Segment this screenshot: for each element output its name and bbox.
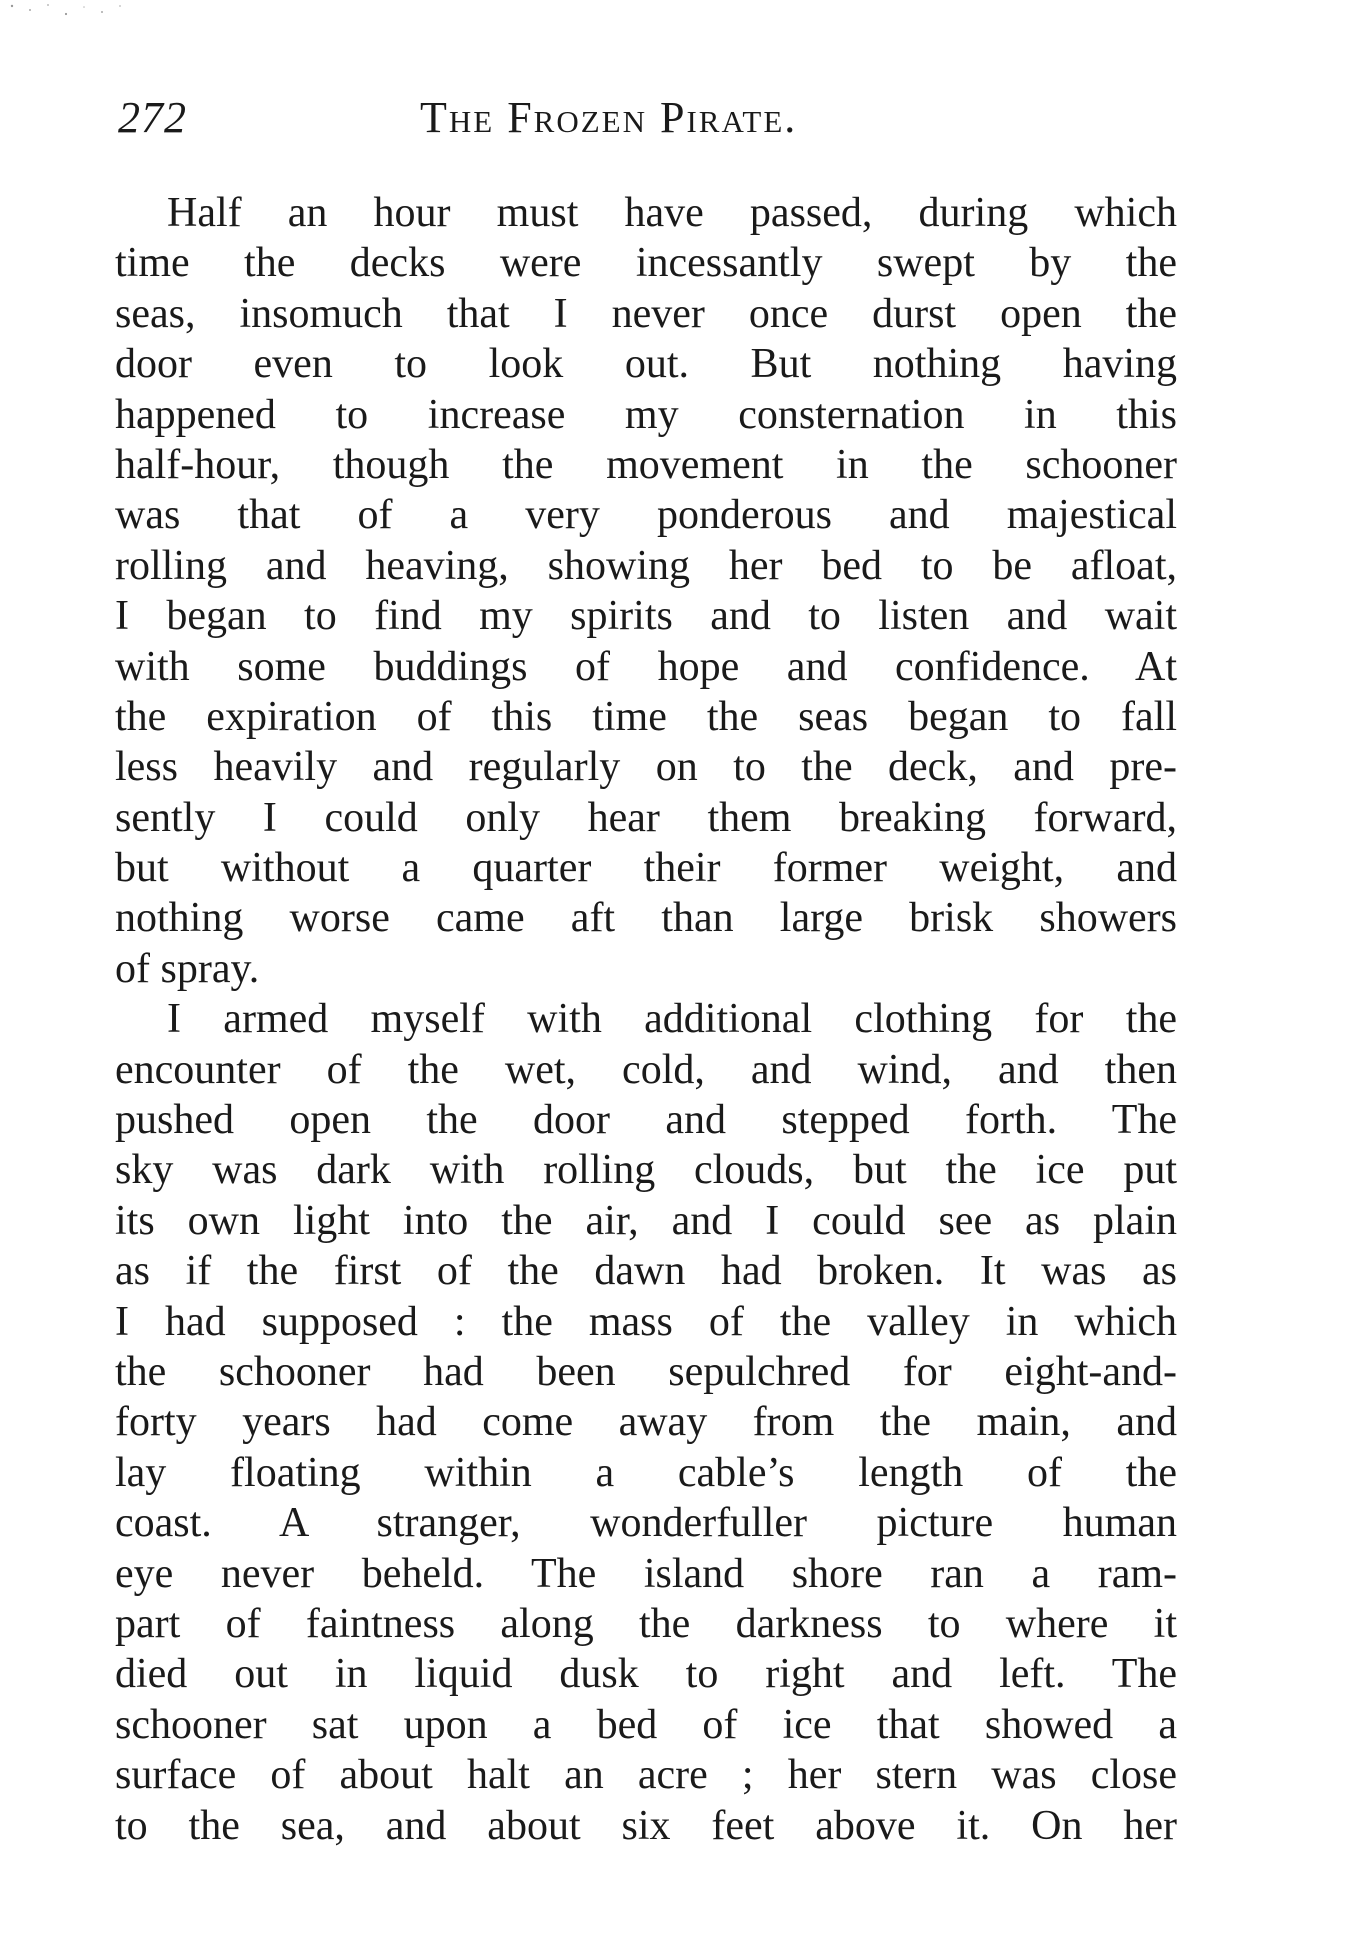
text-line: the expiration of this time the seas began to fall <box>115 693 1177 740</box>
text-line: forty years had come away from the main, and <box>115 1399 1177 1446</box>
text-line: the schooner had been sepulchred for eight-and- <box>115 1348 1177 1395</box>
text-line: to the sea, and about six feet above it. On her <box>115 1802 1177 1849</box>
text-line: half-hour, though the movement in the schooner <box>115 441 1177 488</box>
page-number: 272 <box>118 93 187 142</box>
text-line: seas, insomuch that I never once durst open the <box>115 290 1177 337</box>
running-header <box>118 92 1178 152</box>
text-line: died out in liquid dusk to right and left. The <box>115 1651 1177 1698</box>
text-line: time the decks were incessantly swept by the <box>115 240 1177 287</box>
text-line: coast. A stranger, wonderfuller picture human <box>115 1500 1177 1547</box>
text-line: pushed open the door and stepped forth. The <box>115 1097 1177 1144</box>
text-line: eye never beheld. The island shore ran a ram- <box>115 1550 1177 1597</box>
text-line: as if the first of the dawn had broken. It was as <box>115 1248 1177 1295</box>
body-text <box>115 188 1177 1851</box>
text-line: door even to look out. But nothing having <box>115 341 1177 388</box>
text-line: schooner sat upon a bed of ice that showed a <box>115 1701 1177 1748</box>
text-line: I began to find my spirits and to listen and wait <box>115 593 1177 640</box>
text-line: happened to increase my consternation in this <box>115 391 1177 438</box>
text-line: part of faintness along the darkness to where it <box>115 1600 1177 1647</box>
text-line: surface of about halt an acre ; her stern was close <box>115 1752 1177 1799</box>
text-line: encounter of the wet, cold, and wind, and then <box>115 1046 1177 1093</box>
paper-specks <box>0 0 160 40</box>
text-line: its own light into the air, and I could see as plain <box>115 1197 1177 1244</box>
running-title: The Frozen Pirate. <box>420 93 798 142</box>
text-line: sky was dark with rolling clouds, but the ice put <box>115 1147 1177 1194</box>
text-line: was that of a very ponderous and majestical <box>115 492 1177 539</box>
text-line: nothing worse came aft than large brisk showers <box>115 895 1177 942</box>
text-line: of spray. <box>115 945 260 992</box>
text-line: lay floating within a cable’s length of the <box>115 1449 1177 1496</box>
paragraph-2 <box>115 994 1177 1851</box>
text-line: I had supposed : the mass of the valley in which <box>115 1298 1177 1345</box>
text-line: Half an hour must have passed, during which <box>167 190 1177 236</box>
paragraph-1 <box>115 188 1177 994</box>
text-line: but without a quarter their former weight, and <box>115 845 1177 892</box>
text-line: sently I could only hear them breaking forward, <box>115 794 1177 841</box>
text-line: with some buddings of hope and confidence. At <box>115 643 1177 690</box>
text-line: less heavily and regularly on to the deck, and pre- <box>115 744 1177 791</box>
text-line: I armed myself with additional clothing for the <box>167 996 1177 1043</box>
text-line: rolling and heaving, showing her bed to be afloat, <box>115 542 1177 589</box>
